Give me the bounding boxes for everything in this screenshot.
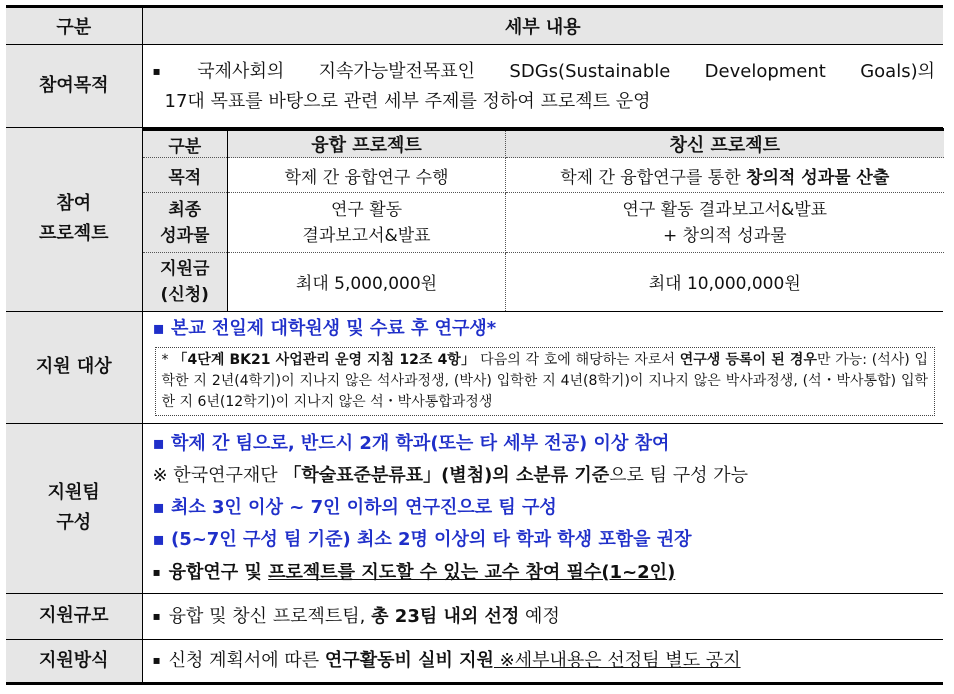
method-post: ※세부내용은 선정팀 별도 공지 [493, 650, 741, 671]
team-line-2-pre: ※ 한국연구재단 [152, 464, 284, 486]
project-header-fusion: 융합 프로젝트 [228, 130, 506, 158]
project-row-outcome [143, 193, 944, 253]
row-method [6, 639, 943, 683]
note-asterisk: * [161, 351, 174, 368]
square-bullet-icon: ▪ [152, 564, 161, 579]
method-label: 지원방식 [6, 639, 142, 683]
support-table-container [6, 5, 943, 685]
project-header-row [143, 130, 944, 158]
fusion-outcome-1: 연구 활동 [330, 199, 403, 220]
fusion-outcome-2: 결과보고서&발표 [302, 225, 431, 246]
note-mid-text: 다음의 각 호에 해당하는 자로서 [475, 351, 680, 368]
creative-purpose-bold: 창의적 성과물 산출 [746, 167, 890, 188]
row-purpose [6, 45, 943, 128]
creative-purpose-text: 학제 간 융합연구를 통한 [560, 167, 747, 188]
scale-bold: 총 23팀 내외 선정 [371, 605, 520, 627]
team-line-4: ▪ (5~7인 구성 팀 기준) 최소 2명 이상의 타 학과 학생 포함을 권장 [152, 528, 692, 550]
row-project [6, 128, 943, 312]
scale-post: 예정 [519, 605, 560, 627]
project-header-category: 구분 [143, 130, 228, 158]
scale-label: 지원규모 [6, 593, 142, 639]
team-line-5-pre: 융합연구 및 [168, 561, 269, 583]
target-headline: ▪ 본교 전일제 대학원생 및 수료 후 연구생* [152, 317, 497, 339]
method-content [142, 639, 943, 683]
project-row-funding [143, 253, 944, 311]
project-row-purpose [143, 158, 944, 193]
team-line-2 [153, 460, 936, 492]
fusion-funding: 최대 5,000,000원 [228, 253, 506, 311]
table-header-row [6, 7, 943, 45]
creative-outcome [506, 193, 944, 253]
purpose-label: 참여목적 [6, 45, 142, 128]
note-guideline: 「4단계 BK21 사업관리 운영 지침 12조 4항」 [173, 351, 476, 368]
header-details: 세부 내용 [142, 7, 943, 45]
purpose-text-1: 국제사회의 지속가능발전목표인 SDGs(Sustainable Development Goals)의 [197, 60, 935, 82]
square-bullet-icon: ▪ [152, 608, 161, 623]
project-row-outcome-label [143, 193, 228, 253]
project-label-line-1: 참여 [56, 193, 92, 215]
team-content [142, 423, 943, 593]
header-category: 구분 [6, 7, 142, 45]
team-line-5 [153, 556, 936, 589]
project-content [142, 128, 943, 312]
team-line-2-bold: 「학술표준분류표」(별첨)의 소분류 기준 [283, 464, 610, 486]
row-scale [6, 593, 943, 639]
square-bullet-icon: ▪ [152, 653, 161, 667]
outcome-label-1: 최종 [168, 199, 202, 220]
project-label [6, 128, 142, 312]
team-line-1: ▪ 학제 간 팀으로, 반드시 2개 학과(또는 타 세부 전공) 이상 참여 [152, 432, 670, 454]
funding-label-1: 지원금 [160, 258, 210, 279]
purpose-content [142, 45, 943, 128]
project-row-funding-label [143, 253, 228, 311]
creative-outcome-2: + 창의적 성과물 [662, 225, 787, 246]
row-target [6, 311, 943, 423]
note-rest-text: 만 가능: (석사) 입학한 지 2년(4학기)이 지나지 않은 석사과정생, (박사) 입학한 지 4년(8학기)이 지나지 않은 박사과정생, (석・박사통합) 입학한 지 6년(12학기)이 지나지 않은 석・박사통합과정생 [161, 351, 929, 410]
team-line-2-rest: 으로 팀 구성 가능 [609, 464, 749, 486]
purpose-line-2: 17대 목표를 바탕으로 관련 세부 주제를 정하여 프로젝트 운영 [164, 90, 651, 112]
project-label-line-2: 프로젝트 [38, 223, 109, 245]
team-line-3: ▪ 최소 3인 이상 ~ 7인 이하의 연구진으로 팀 구성 [152, 496, 557, 518]
fusion-purpose: 학제 간 융합연구 수행 [228, 158, 506, 193]
project-row-purpose-label: 목적 [143, 158, 228, 193]
support-details-table [6, 5, 943, 685]
target-content [142, 311, 943, 423]
method-pre: 신청 계획서에 따른 [168, 650, 325, 671]
square-bullet-icon: ▪ [152, 63, 190, 78]
creative-purpose [506, 158, 944, 193]
team-label [6, 423, 142, 593]
team-label-line-2: 구성 [56, 512, 92, 533]
outcome-label-2: 성과물 [160, 225, 210, 246]
project-inner-table [143, 128, 944, 311]
scale-pre: 융합 및 창신 프로젝트팀, [168, 605, 372, 627]
method-bold: 연구활동비 실비 지원 [324, 650, 494, 671]
note-registered: 연구생 등록이 된 경우 [679, 351, 817, 368]
team-line-5-underlined: 프로젝트를 지도할 수 있는 교수 참여 필수(1~2인) [268, 561, 676, 583]
purpose-line-1 [153, 56, 936, 87]
project-header-creative: 창신 프로젝트 [506, 130, 944, 158]
creative-outcome-1: 연구 활동 결과보고서&발표 [622, 199, 828, 220]
row-team [6, 423, 943, 593]
scale-content [142, 593, 943, 639]
team-label-line-1: 지원팀 [47, 482, 100, 503]
target-note [155, 347, 936, 416]
fusion-outcome [228, 193, 506, 253]
target-label: 지원 대상 [6, 311, 142, 423]
funding-label-2: (신청) [160, 284, 209, 305]
creative-funding: 최대 10,000,000원 [648, 274, 801, 295]
